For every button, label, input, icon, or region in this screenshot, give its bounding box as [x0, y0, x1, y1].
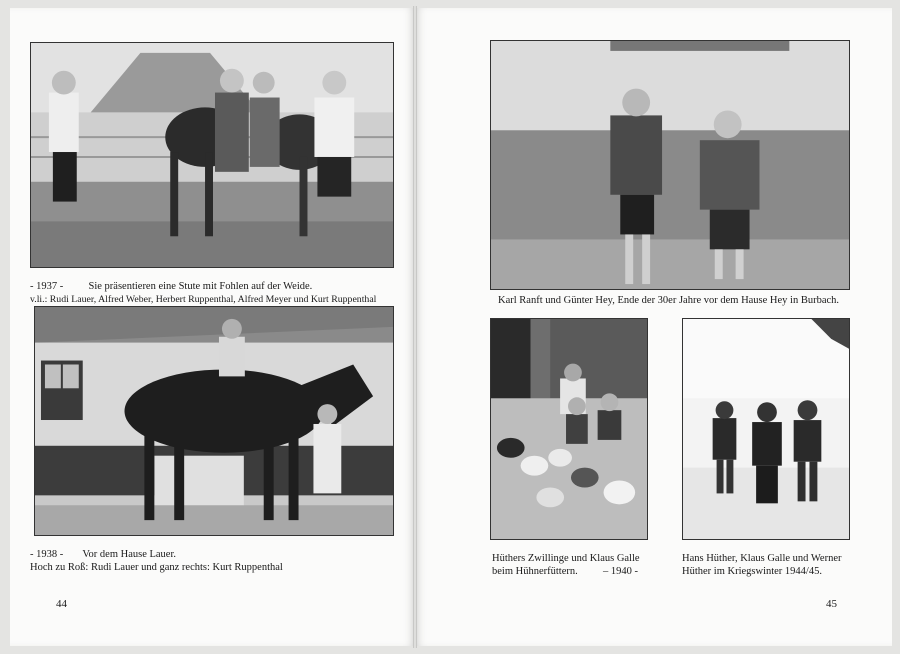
caption-year: - 1938 -	[30, 549, 64, 560]
caption-line: Hans Hüther, Klaus Galle und Werner	[682, 553, 842, 564]
photo-boys-with-horses	[30, 42, 394, 268]
caption-ranft-hey: Karl Ranft und Günter Hey, Ende der 30er Jahre vor dem Hause Hey in Burbach.	[498, 295, 840, 306]
caption-year: – 1940 -	[602, 566, 638, 577]
photo-two-boys-at-wall	[490, 40, 850, 290]
page-number-right: 45	[826, 598, 837, 610]
caption-chickens	[492, 552, 640, 578]
caption-names: Hoch zu Roß: Rudi Lauer und ganz rechts: Kurt Ruppenthal	[30, 562, 283, 573]
photo-boy-on-horse	[34, 306, 394, 536]
caption-1938	[30, 548, 283, 574]
caption-1937	[30, 280, 376, 306]
caption-line: Vor dem Hause Lauer.	[82, 549, 177, 560]
page-number-left: 44	[56, 598, 67, 610]
caption-year: - 1937 -	[30, 281, 64, 292]
caption-line: Hüther im Kriegswinter 1944/45.	[682, 566, 822, 577]
caption-names: v.li.: Rudi Lauer, Alfred Weber, Herbert Ruppenthal, Alfred Meyer und Kurt Ruppenthal	[30, 294, 377, 305]
caption-winter	[682, 552, 842, 578]
caption-line: Sie präsentieren eine Stute mit Fohlen auf der Weide.	[88, 281, 313, 292]
caption-line: Hüthers Zwillinge und Klaus Galle	[492, 553, 640, 564]
photo-feeding-chickens	[490, 318, 648, 540]
book-gutter	[413, 6, 417, 648]
photo-winter-boys	[682, 318, 850, 540]
caption-line: beim Hühnerfüttern.	[492, 566, 578, 577]
